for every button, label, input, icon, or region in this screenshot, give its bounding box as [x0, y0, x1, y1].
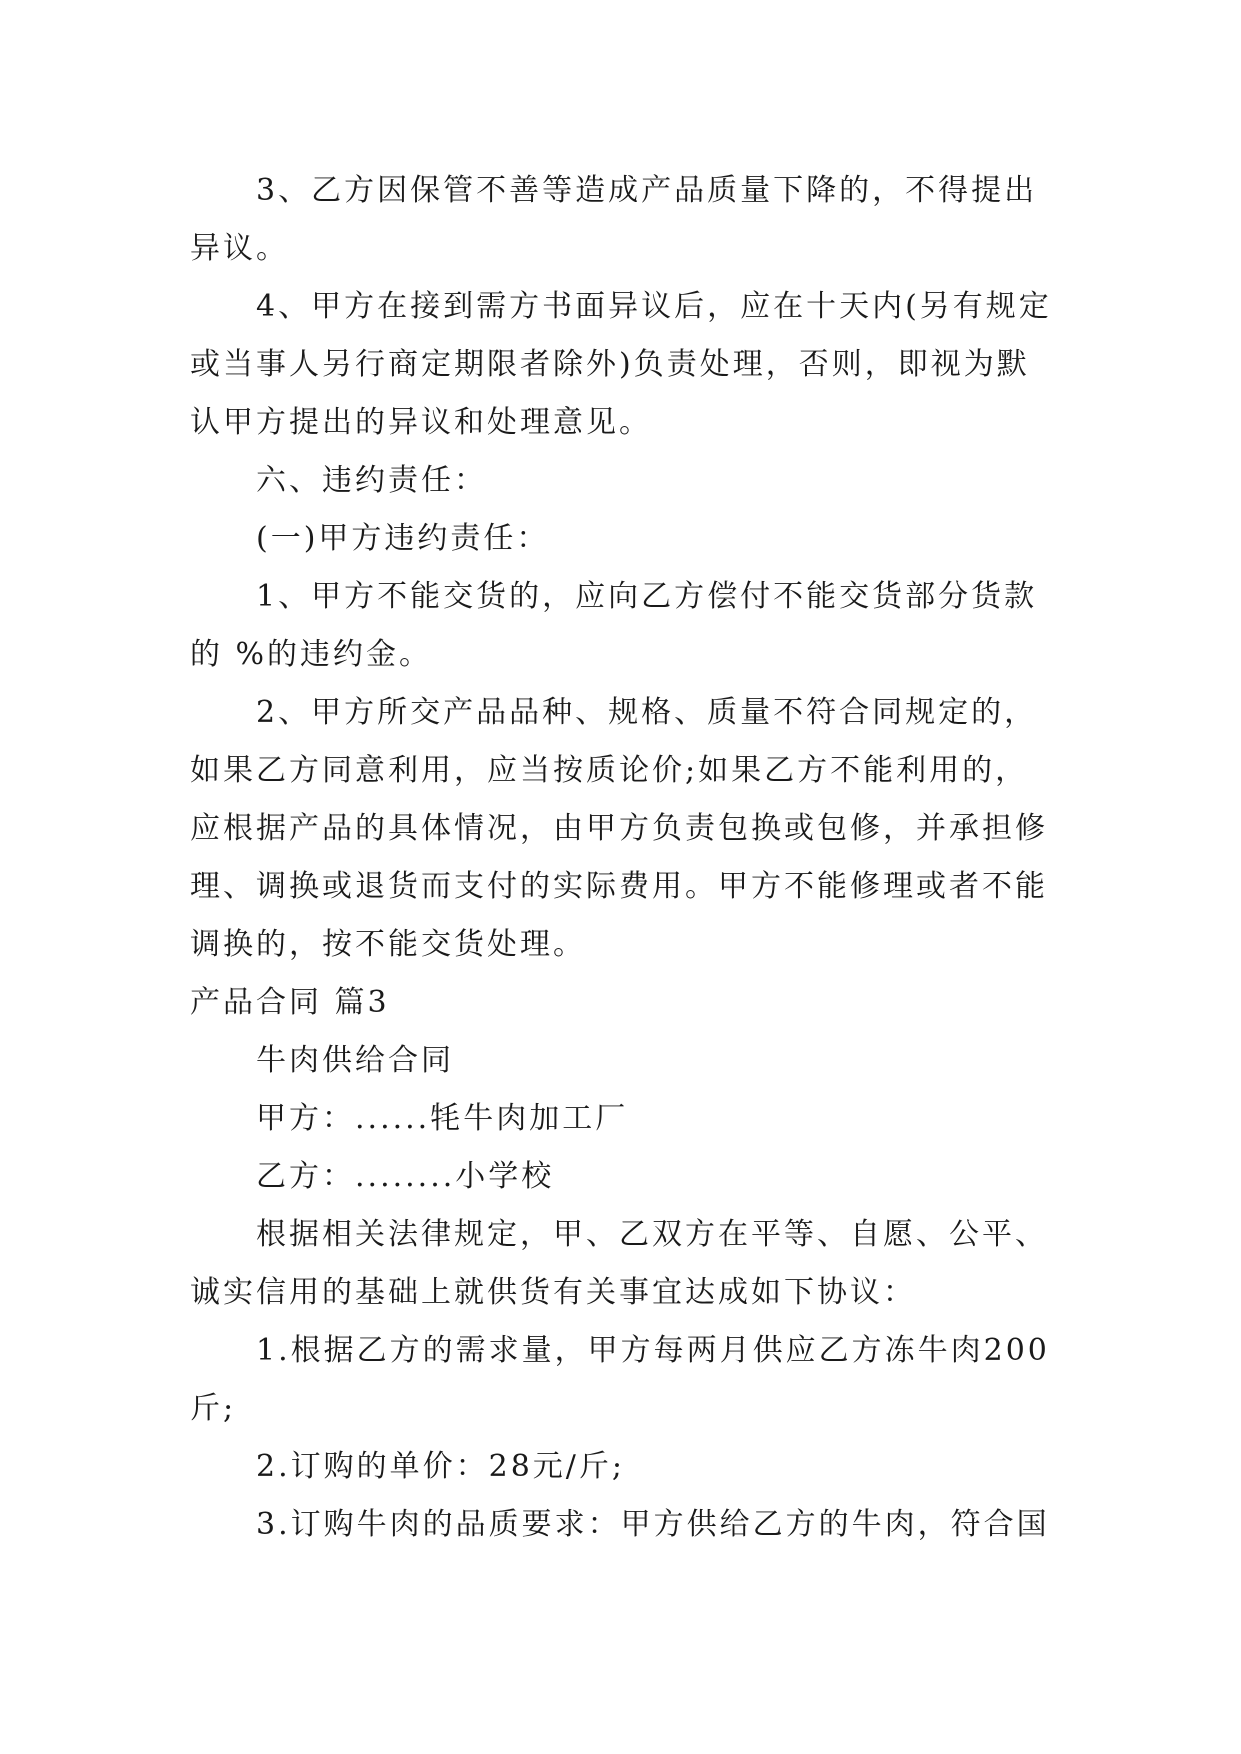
document-line: 3、乙方因保管不善等造成产品质量下降的，不得提出: [256, 173, 1038, 208]
document-body: [190, 162, 1058, 1554]
document-line: 牛肉供给合同: [256, 1043, 454, 1078]
document-line: 3.订购牛肉的品质要求：甲方供给乙方的牛肉，符合国: [256, 1507, 1050, 1542]
document-line: 产品合同 篇3: [190, 985, 390, 1020]
document-line: 4、甲方在接到需方书面异议后，应在十天内(另有规定: [256, 289, 1052, 324]
document-line: 或当事人另行商定期限者除外)负责处理，否则，即视为默: [190, 347, 1030, 382]
document-line: 甲方：......牦牛肉加工厂: [256, 1101, 629, 1136]
document-line: 如果乙方同意利用，应当按质论价;如果乙方不能利用的，: [190, 753, 1029, 788]
document-line: 认甲方提出的异议和处理意见。: [190, 405, 652, 440]
document-line: 应根据产品的具体情况，由甲方负责包换或包修，并承担修: [190, 811, 1048, 846]
document-line: 根据相关法律规定，甲、乙双方在平等、自愿、公平、: [256, 1217, 1048, 1252]
document-line: 异议。: [190, 231, 289, 266]
document-line: 诚实信用的基础上就供货有关事宜达成如下协议：: [190, 1275, 916, 1310]
document-line: 调换的，按不能交货处理。: [190, 927, 586, 962]
document-line: 斤;: [190, 1391, 237, 1426]
document-line: 六、违约责任：: [256, 463, 487, 498]
document-line: 1、甲方不能交货的，应向乙方偿付不能交货部分货款: [256, 579, 1038, 614]
document-line: 1.根据乙方的需求量，甲方每两月供应乙方冻牛肉200: [256, 1333, 1050, 1368]
document-line: (一)甲方违约责任：: [256, 521, 550, 556]
document-line: 理、调换或退货而支付的实际费用。甲方不能修理或者不能: [190, 869, 1048, 904]
document-line: 2、甲方所交产品品种、规格、质量不符合同规定的，: [256, 695, 1038, 730]
document-line: 2.订购的单价：28元/斤;: [256, 1449, 626, 1484]
document-line: 乙方：........小学校: [256, 1159, 555, 1194]
document-line: 的 %的违约金。: [190, 637, 433, 672]
